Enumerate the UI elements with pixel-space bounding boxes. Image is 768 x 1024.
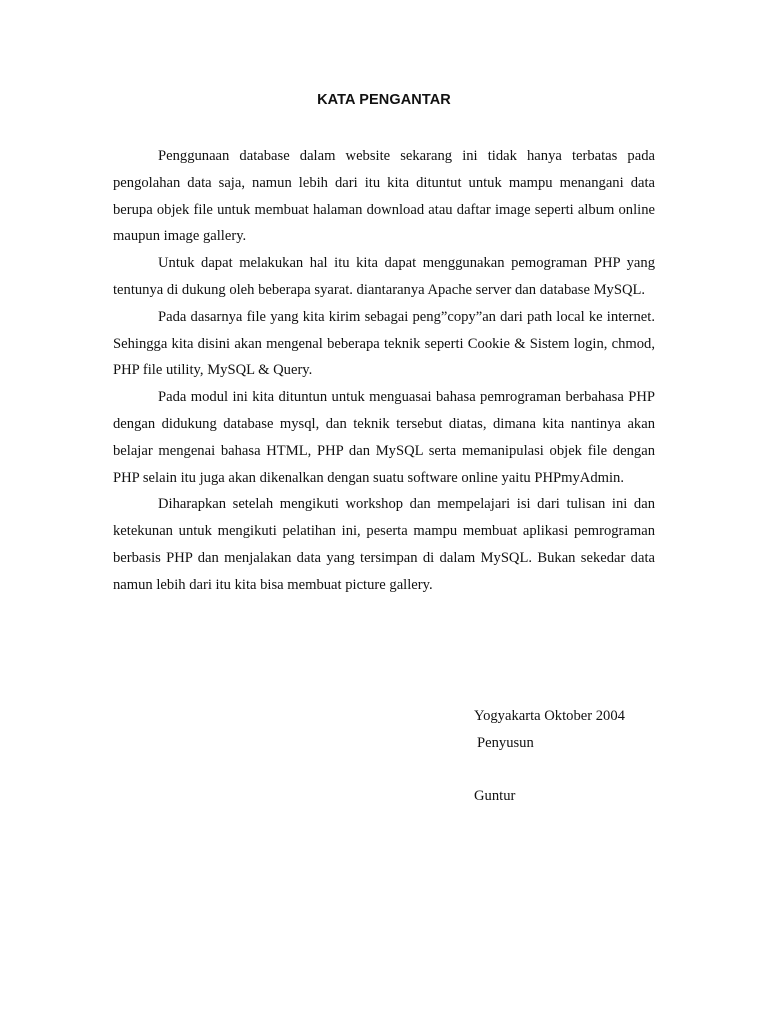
- signature-place-date: Yogyakarta Oktober 2004: [474, 708, 625, 724]
- document-body: [113, 143, 655, 599]
- paragraph: Pada dasarnya file yang kita kirim sebagai peng”copy”an dari path local ke internet. Sehingga kita disini akan mengenal beberapa teknik seperti Cookie & Sistem login, chmod, PHP file utility, MySQL & Query.: [113, 308, 655, 379]
- paragraph: Penggunaan database dalam website sekarang ini tidak hanya terbatas pada pengolahan data saja, namun lebih dari itu kita dituntut untuk mampu menangani data berupa objek file untuk membuat halaman download atau daftar image seperti album online maupun image gallery.: [113, 148, 655, 245]
- signature-name: Guntur: [474, 788, 516, 804]
- paragraph: Untuk dapat melakukan hal itu kita dapat menggunakan pemograman PHP yang tentunya di dukung oleh beberapa syarat. diantaranya Apache server dan database MySQL.: [113, 255, 655, 298]
- paragraph: Diharapkan setelah mengikuti workshop dan mempelajari isi dari tulisan ini dan ketekunan untuk mengikuti pelatihan ini, peserta mampu membuat aplikasi pemrograman berbasis PHP dan menjalakan data yang tersimpan di dalam MySQL. Bukan sekedar data namun lebih dari itu kita bisa membuat picture gallery.: [113, 496, 655, 593]
- page-title: KATA PENGANTAR: [317, 92, 451, 108]
- signature-role: Penyusun: [477, 735, 534, 751]
- paragraph: Pada modul ini kita dituntun untuk menguasai bahasa pemrograman berbahasa PHP dengan didukung database mysql, dan teknik tersebut diatas, dimana kita nantinya akan belajar mengenai bahasa HTML, PHP dan MySQL serta memanipulasi objek file dengan PHP selain itu juga akan dikenalkan dengan suatu software online yaitu PHPmyAdmin.: [113, 389, 655, 486]
